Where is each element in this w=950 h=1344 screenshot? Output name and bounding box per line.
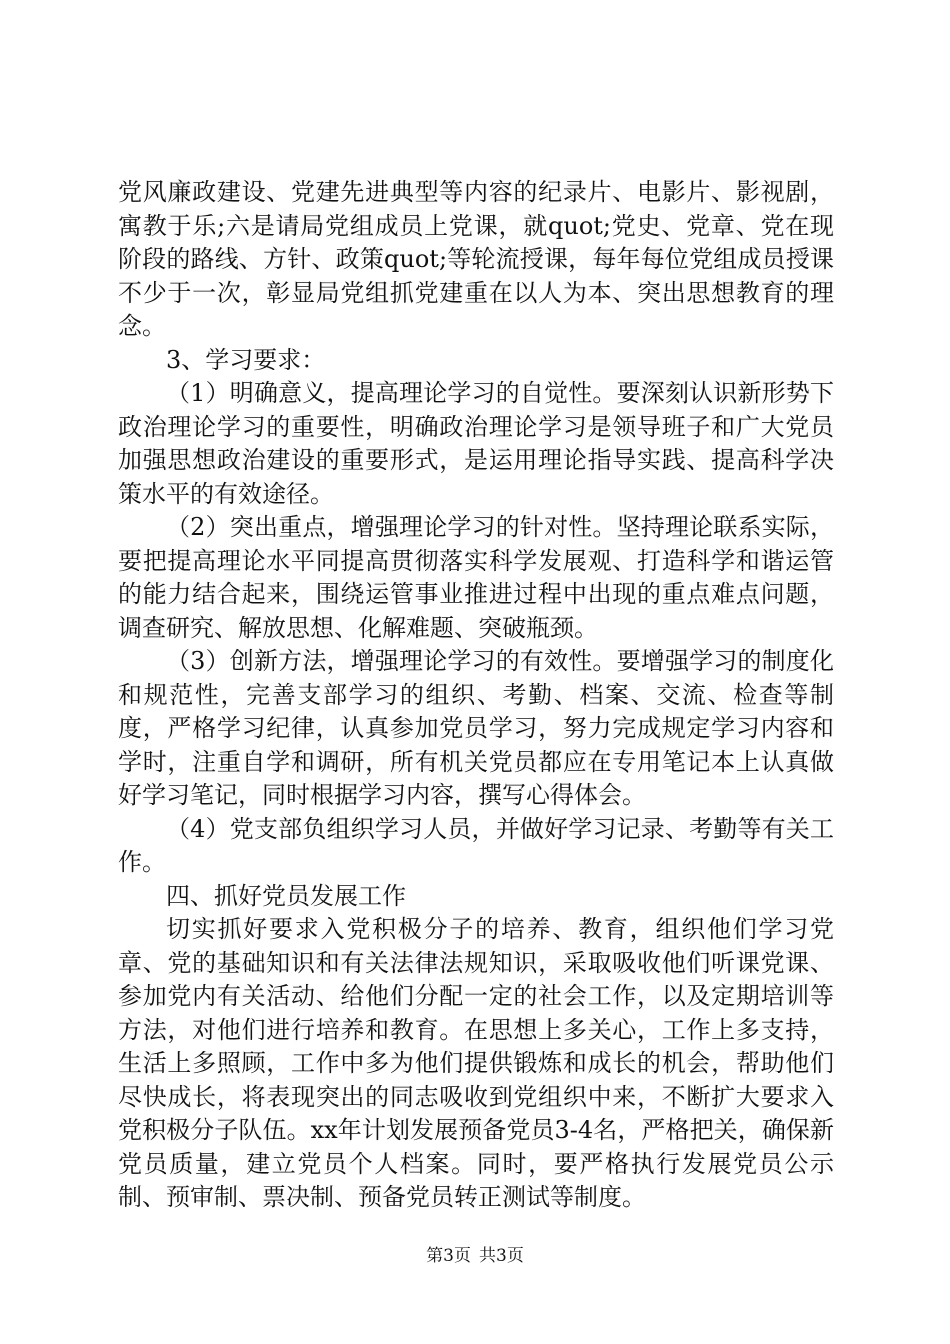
- page-number-total: 共3页: [479, 1246, 524, 1266]
- paragraph-requirement-1: （1）明确意义，提高理论学习的自觉性。要深刻认识新形势下政治理论学习的重要性，明确政治理论学习是领导班子和广大党员加强思想政治建设的重要形式，是运用理论指导实践、提高科学决策水平的有效途径。: [118, 379, 834, 508]
- paragraph-member-development: 切实抓好要求入党积极分子的培养、教育，组织他们学习党章、党的基础知识和有关法律法规知识，采取吸收他们听课党课、参加党内有关活动、给他们分配一定的社会工作，以及定期培训等方法，对他们进行培养和教育。在思想上多关心，工作上多支持，生活上多照顾，工作中多为他们提供锻炼和成长的机会，帮助他们尽快成长，将表现突出的同志吸收到党组织中来，不断扩大要求入党积极分子队伍。xx年计划发展预备党员3-4名，严格把关，确保新党员质量，建立党员个人档案。同时，要严格执行发展党员公示制、预审制、票决制、预备党员转正测试等制度。: [118, 915, 834, 1211]
- section-heading-member-development: 四、抓好党员发展工作: [166, 881, 406, 910]
- paragraph-requirement-3: （3）创新方法，增强理论学习的有效性。要增强学习的制度化和规范性，完善支部学习的组织、考勤、档案、交流、检查等制度，严格学习纪律，认真参加党员学习，努力完成规定学习内容和学时，注重自学和调研，所有机关党员都应在专用笔记本上认真做好学习笔记，同时根据学习内容，撰写心得体会。: [118, 647, 834, 809]
- document-body: [118, 176, 834, 1215]
- page-number-current: 第3页: [426, 1246, 471, 1266]
- paragraph-continuation: 党风廉政建设、党建先进典型等内容的纪录片、电影片、影视剧，寓教于乐;六是请局党组成员上党课，就quot;党史、党章、党在现阶段的路线、方针、政策quot;等轮流授课，每年每位党组成员授课不少于一次，彰显局党组抓党建重在以人为本、突出思想教育的理念。: [118, 178, 834, 340]
- paragraph-requirement-2: （2）突出重点，增强理论学习的针对性。坚持理论联系实际，要把提高理论水平同提高贯彻落实科学发展观、打造科学和谐运管的能力结合起来，围绕运管事业推进过程中出现的重点难点问题，调查研究、解放思想、化解难题、突破瓶颈。: [118, 513, 834, 642]
- subheading-study-requirements: 3、学习要求：: [166, 345, 326, 374]
- page-footer: [0, 1244, 950, 1268]
- paragraph-requirement-4: （4）党支部负组织学习人员，并做好学习记录、考勤等有关工作。: [118, 814, 834, 876]
